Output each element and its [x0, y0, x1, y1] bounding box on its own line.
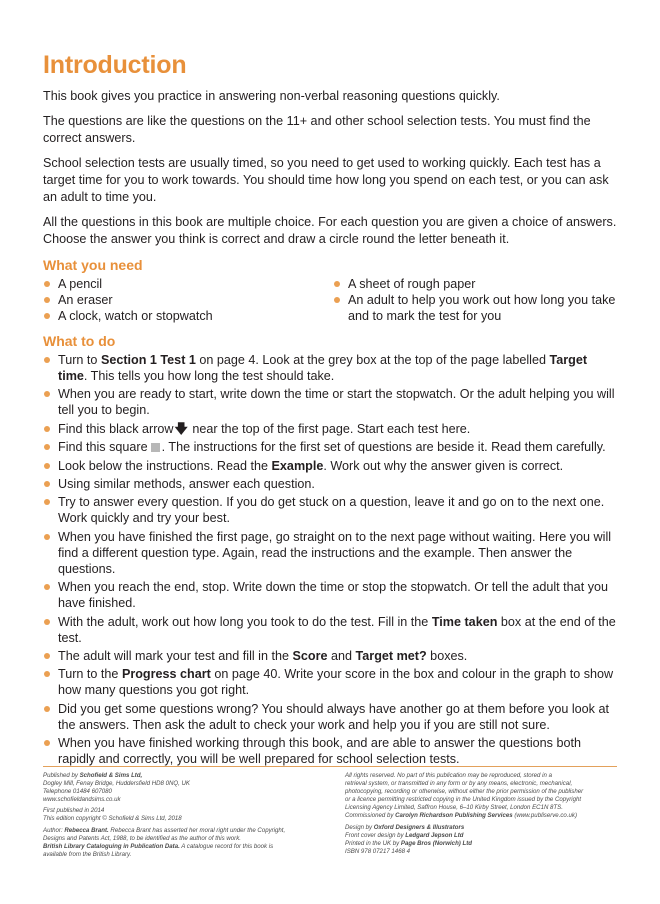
step-text: Find this square: [58, 440, 148, 455]
step-item: [43, 439, 617, 455]
grey-square-icon: [151, 443, 160, 452]
step-bold-text: Target met?: [355, 648, 427, 663]
footer-line: [345, 832, 617, 840]
step-item: When you are ready to start, write down the time or start the stopwatch. Or the adult helping you will tell you to begin.: [43, 386, 617, 418]
footer-text: Design by: [345, 823, 374, 831]
footer-left-column: [43, 772, 315, 859]
step-bold-text: Progress chart: [121, 667, 211, 682]
step-item: [43, 648, 617, 664]
footer-line: All rights reserved. No part of this publication may be reproduced, stored in a: [345, 772, 552, 779]
footer-text: A catalogue record for this book is: [179, 842, 274, 850]
step-text: . Work out why the answer given is correct.: [323, 458, 564, 473]
footer-bold-text: Page Bros (Norwich) Ltd: [400, 839, 472, 847]
footer-line: or a licence permitting restricted copying in the United Kingdom issued by the Copyright: [345, 796, 582, 804]
footer-line: This edition copyright © Schofield & Sims Ltd, 2018: [43, 815, 182, 823]
intro-paragraph: This book gives you practice in answering non-verbal reasoning questions quickly.: [43, 89, 500, 103]
footer-bold-text: British Library Cataloguing in Publication Data.: [43, 842, 180, 850]
step-item: When you reach the end, stop. Write down the time or stop the stopwatch. Or tell the adult that you have finished.: [43, 579, 617, 611]
step-text: and: [327, 648, 356, 663]
footer-bold-text: Carolyn Richardson Publishing Services: [395, 812, 513, 820]
step-text: . This tells you how long the test should take.: [83, 369, 335, 383]
step-item: [43, 614, 617, 646]
footer-line: Licensing Agency Limited, Saffron House, 6–10 Kirby Street, London EC1N 8TS.: [345, 804, 563, 812]
step-text: on page 40. Write your score in the box and colour in the graph to show how many questions you got right.: [58, 667, 614, 698]
step-text: box at the end of the test.: [58, 614, 616, 645]
page-content: [43, 50, 617, 769]
footer-line: photocopying, recording or otherwise, without either the prior permission of the publisher: [345, 788, 584, 796]
need-item-rough-paper: A sheet of rough paper: [333, 276, 617, 292]
footer-line: [345, 812, 617, 820]
intro-paragraph: All the questions in this book are multiple choice. For each question you are given a choice of answers. Choose the answer you think is correct and draw a circle round the letter beneath it.: [43, 215, 617, 246]
footer-line: [43, 827, 315, 835]
footer-text: Rebecca Brant has asserted her moral right under the Copyright,: [108, 826, 286, 834]
footer-right-column: [345, 772, 617, 859]
footer-line: First published in 2014: [43, 807, 105, 815]
need-item-clock: A clock, watch or stopwatch: [43, 308, 333, 324]
step-item: When you have finished the first page, go straight on to the next page without waiting. Here you will find a different question type. Again, read the instructions and the example. Then answer the questions.: [43, 529, 617, 577]
step-text: Look below the instructions. Read the: [58, 458, 272, 473]
page-title: Introduction: [43, 51, 187, 79]
imprint-footer: [43, 772, 617, 859]
step-bold-text: Time taken: [431, 614, 498, 629]
step-text: Find this black arrow: [58, 421, 174, 436]
what-you-need-left-column: [43, 276, 333, 324]
need-item-eraser: An eraser: [43, 292, 333, 308]
footer-line: [43, 843, 315, 851]
what-you-need-list: [43, 276, 617, 324]
footer-text: Published by: [43, 772, 80, 779]
what-to-do-list: [43, 352, 617, 767]
what-to-do-heading: What to do: [43, 333, 116, 349]
step-item: Using similar methods, answer each question.: [43, 476, 617, 492]
step-text: Turn to: [58, 353, 101, 367]
publisher-name: Schofield & Sims Ltd,: [79, 772, 143, 779]
what-you-need-heading: What you need: [43, 257, 143, 273]
step-item: Try to answer every question. If you do get stuck on a question, leave it and go on to the next one. Work quickly and try your best.: [43, 494, 617, 526]
arrow-down-icon: 🡇: [174, 420, 188, 436]
step-item: [43, 666, 617, 698]
footer-line: retrieval system, or transmitted in any form or by any means, electronic, mechanical,: [345, 780, 573, 788]
intro-paragraph: School selection tests are usually timed, so you need to get used to working quickly. Each test has a target time for you to work towards. You should time how long you spend on each test, or you can ask an adult to time you.: [43, 156, 609, 204]
footer-text: Author:: [43, 826, 65, 834]
footer-line: [43, 772, 315, 780]
footer-divider: [43, 766, 617, 767]
footer-bold-text: Oxford Designers & Illustrators: [373, 823, 465, 831]
step-item: [43, 421, 617, 437]
footer-line: [345, 824, 617, 832]
step-text: The adult will mark your test and fill in the: [58, 648, 293, 663]
author-name: Rebecca Brant.: [64, 826, 109, 834]
step-text: With the adult, work out how long you took to do the test. Fill in the: [58, 614, 432, 629]
footer-line: [345, 840, 617, 848]
step-bold-text: Target time: [58, 353, 588, 383]
footer-line: Telephone 01484 607080: [43, 788, 112, 796]
step-text: boxes.: [426, 648, 468, 663]
step-bold-text: Example: [271, 458, 324, 473]
footer-line: Designs and Patents Act, 1988, to be identified as the author of this work.: [43, 834, 241, 842]
footer-bold-text: Ledgard Jepson Ltd: [405, 831, 464, 839]
intro-paragraph: The questions are like the questions on the 11+ and other school selection tests. You must find the correct answers.: [43, 114, 591, 145]
footer-text: Front cover design by: [345, 831, 406, 839]
step-item: [43, 352, 617, 384]
step-text: . The instructions for the first set of questions are beside it. Read them carefully.: [161, 440, 606, 455]
step-item: Did you get some questions wrong? You should always have another go at them before you look at the answers. Then ask the adult to check your work and help you if you are still not sure.: [43, 701, 617, 733]
footer-line: available from the British Library.: [43, 850, 132, 858]
step-text: on page 4. Look at the grey box at the top of the page labelled: [195, 353, 550, 367]
footer-text: Commissioned by: [345, 812, 396, 820]
step-text: near the top of the first page. Start each test here.: [188, 421, 471, 436]
need-item-adult: An adult to help you work out how long you take and to mark the test for you: [333, 292, 617, 324]
footer-text: Printed in the UK by: [345, 839, 401, 847]
what-you-need-right-column: [333, 276, 617, 324]
footer-line: Dogley Mill, Fenay Bridge, Huddersfield HD8 0NQ, UK: [43, 780, 190, 788]
need-item-pencil: A pencil: [43, 276, 333, 292]
step-bold-text: Score: [292, 648, 328, 663]
step-item: [43, 458, 617, 474]
footer-line: www.schofieldandsims.co.uk: [43, 796, 121, 804]
step-bold-text: Section 1 Test 1: [100, 353, 196, 367]
footer-text: (www.publiserve.co.uk): [512, 812, 577, 820]
step-text: Turn to the: [58, 667, 122, 682]
step-item: When you have finished working through this book, and are able to answer the questions both rapidly and correctly, you will be well prepared for school selection tests.: [43, 735, 617, 767]
footer-line: ISBN 978 07217 1468 4: [345, 847, 411, 855]
